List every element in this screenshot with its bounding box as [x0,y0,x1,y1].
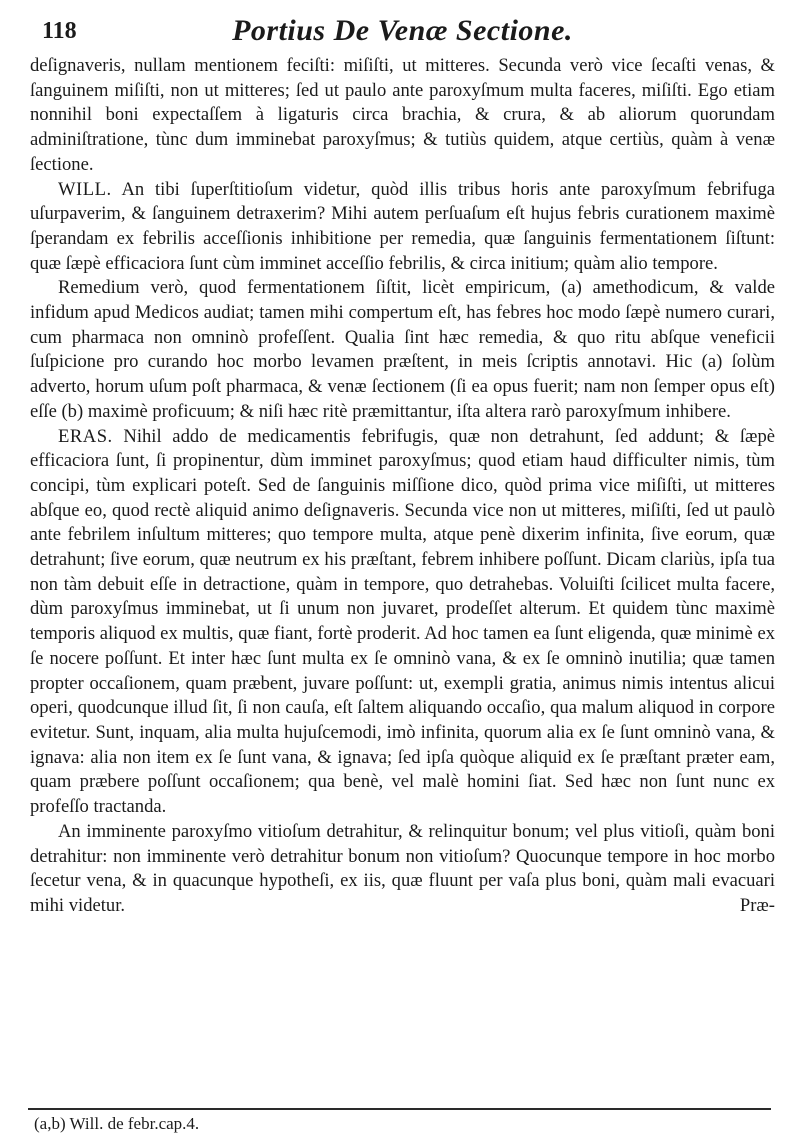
footnote-rule [28,1108,771,1110]
catchword: Præ- [739,894,775,916]
paragraph-3: Remedium verò, quod fermentationem ſiſtit, licèt empiricum, (a) amethodicum, & valde infidum apud Medicos audiat; tamen mihi compertum eſt, has febres hoc modo ſæpè numero curari, cum pharmaca non omninò profeſſent. Qualia ſint hæc remedia, & quo ritu abſque veneficii ſuſpicione pro curando hoc morbo levamen præſtent, in meis ſcriptis annotavi. Hic (a) ſolùm adverto, horum uſum poſt pharmaca, & venæ ſectionem (ſi ea opus fuerit; nam non ſemper opus eſt) eſſe (b) maximè proficuum; & niſi hæc ritè præmittantur, iſta altera rarò paroxyſmum inhibere. [30,277,775,422]
paragraph-2 [30,178,775,277]
running-title: Portius De Venæ Sectione. [232,14,573,47]
paragraph-4 [30,425,775,820]
footnote: (a,b) Will. de febr.cap.4. [34,1114,200,1133]
page-header [30,14,775,54]
speaker-name-2: ERAS. [58,425,113,447]
body-text [30,54,775,919]
page-number: 118 [42,18,77,44]
paragraph-5-text: An imminente paroxyſmo vitioſum detrahitur, & relinquitur bonum; vel plus vitioſi, quàm boni detrahitur: non imminente verò detrahitur bonum non vitioſum? Quocunque tempore in hoc morbo ſecetur vena, & in quacunque hypotheſi, ex iis, quæ fluunt per vaſa plus boni, quàm mali evacuari mihi videtur. [30,820,775,916]
paragraph-2-text: An tibi ſuperſtitioſum videtur, quòd illis tribus horis ante paroxyſmum febrifuga uſurpaverim, & ſanguinem detraxerim? Mihi autem perſuaſum eſt hujus febris curationem maximè ſperandam ex febrilis acceſſionis inhibitione per remedia, quæ ſanguinis fermentationem ſiſtunt: quæ ſæpè efficaciora ſunt cùm imminet acceſſio febrilis, & circa initium; quàm alio tempore. [30,178,775,274]
paragraph-1: deſignaveris, nullam mentionem feciſti: miſiſti, ut mitteres. Secunda verò vice ſecaſti venas, & ſanguinem miſiſti, non ut mitteres; ſed ut paulo ante paroxyſmum multa faceres, miſiſti. Ego etiam nonnihil boni expectaſſem à ligaturis circa brachia, & crura, & ab aliorum quorundam adminiſtratione, tùnc dum imminebat paroxyſmus; & tutiùs quidem, atque certiùs, quàm à venæ ſectione. [30,55,775,175]
speaker-name: WILL. [58,178,112,200]
paragraph-4-text: Nihil addo de medicamentis febrifugis, quæ non detrahunt, ſed addunt; & ſæpè efficaciora ſunt, ſi propinentur, dùm imminet paroxyſmus; quod etiam haud difficulter nimis, tùm concipi, tùm explicari poteſt. Sed de ſanguinis miſſione dico, quòd prima vice miſiſti, ut mitteres abſque eo, quod rectè aliquid animo deſignaveris. Secunda vice non ut mitteres, miſiſti, ſed ut paulò ante febrilem inſultum mitteres; quo tempore multa, atque penè dixerim infinita, ſive eorum, quæ detrahunt; ſive eorum, quæ neutrum ex his præſtant, febrem inhibere poſſunt. Dicam clariùs, ipſa tua non tàm debuit eſſe in detractione, quàm in tempore, quo detrahebas. Voluiſti ſcilicet multa facere, dùm paroxyſmus imminebat, ut ſi unum non juvaret, prodeſſet alterum. Et quidem tùnc maximè temporis aliquod ex multis, quæ fiant, fortè proderit. Ad hoc tamen ea ſunt eligenda, quæ minimè ex ſe nocere poſſunt. Et inter hæc ſunt multa ex ſe omninò vana, & ex ſe omninò inutilia; quæ tamen propter occaſionem, quam præbent, juvare poſſunt: ut, exempli gratia, animus nimis intentus alicui operi, quodcunque illud ſit, ſi non cauſa, eſt ſaltem aliquando occaſio, qua malum aliquod in corpore evitetur. Sunt, inquam, alia multa hujuſcemodi, imò infinita, quorum alia ex ſe ſunt omninò vana, & ignava: alia non item ex ſe ſunt vana, & ignava; ſed ipſa quòque aliquid ex ſe præſtant præter eam, quam præbere poſſunt occaſionem; qua benè, vel malè homini ſiat. Sed hæc non ſunt nunc ex profeſſo tractanda. [30,425,775,818]
paragraph-5 [30,820,775,919]
